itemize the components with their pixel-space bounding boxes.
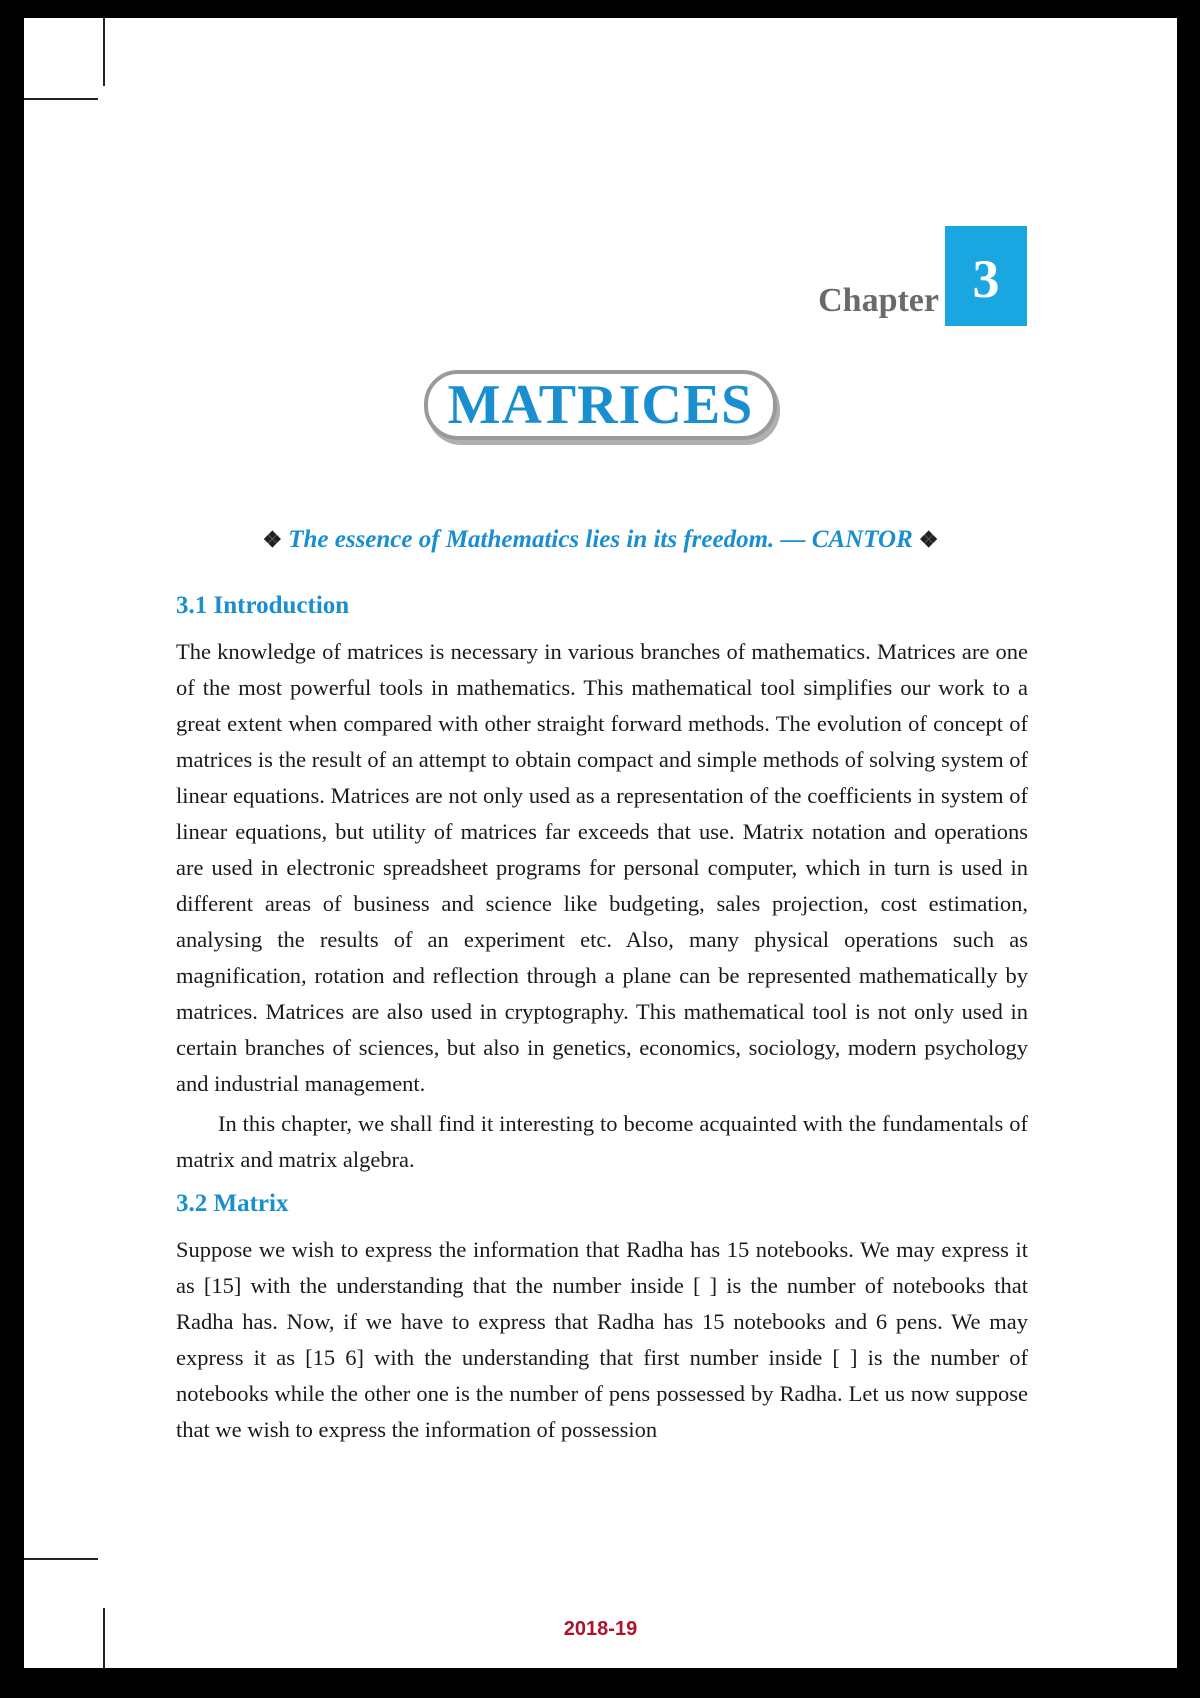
- paragraph: In this chapter, we shall find it interesting to become acquainted with the fundamentals of matrix and matrix algebra.: [176, 1111, 1028, 1172]
- ornament-icon: ❖: [262, 527, 283, 552]
- paragraph: Suppose we wish to express the information that Radha has 15 notebooks. We may express it as [15] with the understanding that the number inside [ ] is the number of notebooks that Radha has. Now, if we have to express that Radha has 15 notebooks and 6 pens. We may express it as [15 6] with the understanding that first number inside [ ] is the number of notebooks while the other one is the number of pens possessed by Radha. Let us now suppose that we wish to express the information of possession: [176, 1237, 1028, 1442]
- chapter-header: [818, 226, 1027, 326]
- section-heading-matrix: 3.2 Matrix: [176, 1190, 289, 1217]
- title-frame: [424, 370, 778, 440]
- main-content: [176, 590, 1028, 1448]
- chapter-title: MATRICES: [447, 374, 754, 436]
- chapter-number-badge: [945, 226, 1027, 326]
- document-page: [24, 18, 1177, 1668]
- chapter-number: 3: [972, 249, 1000, 309]
- crop-mark-top-left-vertical: [103, 18, 105, 86]
- chapter-label: Chapter: [818, 282, 939, 319]
- paragraph: The knowledge of matrices is necessary in various branches of mathematics. Matrices are one of the most powerful tools in mathematics. This mathematical tool simplifies our work to a great extent when compared with other straight forward methods. The evolution of concept of matrices is the result of an attempt to obtain compact and simple methods of solving system of linear equations. Matrices are not only used as a representation of the coefficients in system of linear equations, but utility of matrices far exceeds that use. Matrix notation and operations are used in electronic spreadsheet programs for personal computer, which in turn is used in different areas of business and science like budgeting, sales projection, cost estimation, analysing the results of an experiment etc. Also, many physical operations such as magnification, rotation and reflection through a plane can be represented mathematically by matrices. Matrices are also used in cryptography. This mathematical tool is not only used in certain branches of sciences, but also in genetics, economics, sociology, modern psychology and industrial management.: [176, 639, 1028, 1096]
- crop-mark-top-left-horizontal: [24, 98, 98, 100]
- ornament-icon: ❖: [918, 527, 939, 552]
- epigraph: [24, 526, 1177, 554]
- page-footer-year: 2018-19: [563, 1618, 638, 1640]
- section-heading-introduction: 3.1 Introduction: [176, 592, 350, 619]
- title-container: [24, 370, 1177, 440]
- crop-mark-bottom-left-horizontal: [24, 1558, 98, 1560]
- epigraph-text: The essence of Mathematics lies in its freedom. — CANTOR: [288, 526, 913, 553]
